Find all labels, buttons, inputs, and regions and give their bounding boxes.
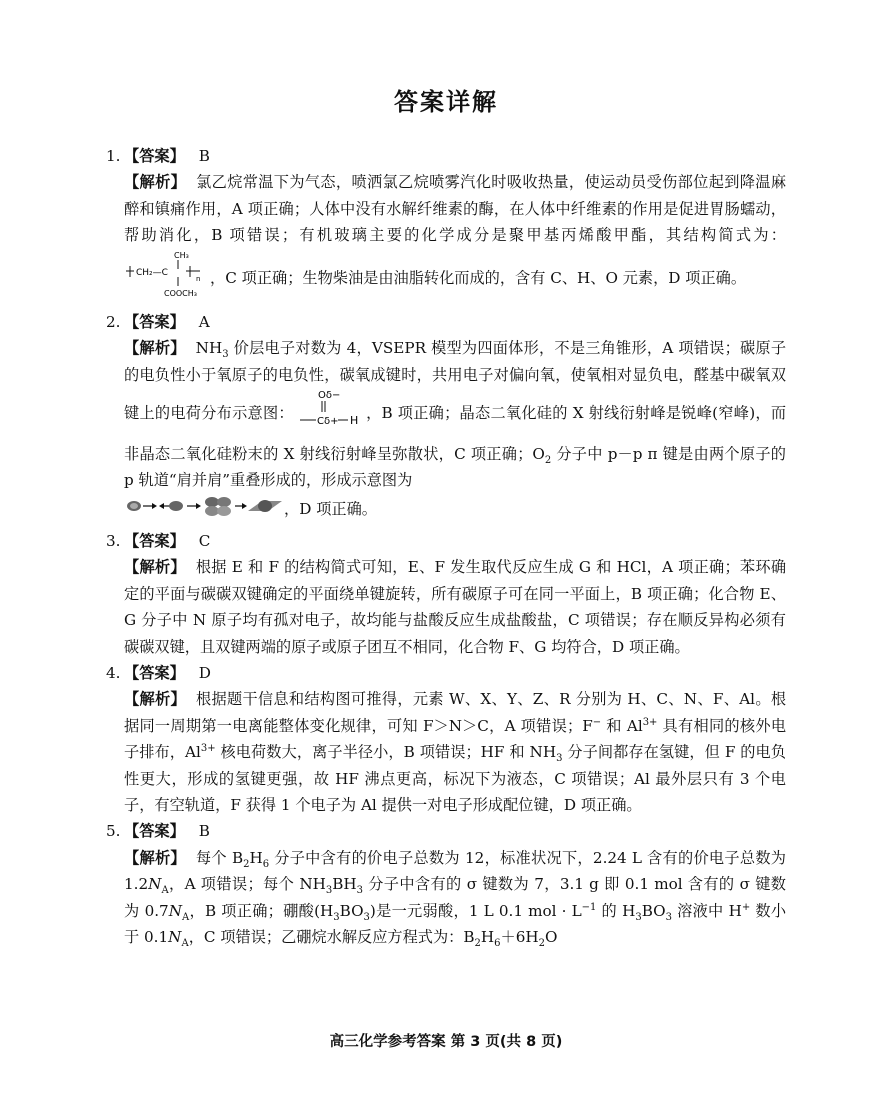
page-title: 答案详解: [394, 88, 498, 116]
formula-n: n: [196, 274, 201, 283]
charge-h: H: [349, 414, 359, 428]
question-4-explanation: [106, 686, 786, 818]
answer-value: B: [198, 147, 210, 165]
explanation-text: NH: [195, 339, 223, 358]
explanation-text: 核电荷数大，离子半径小，B 项错误；HF 和 NH: [215, 743, 557, 762]
analysis-tag: 【解析】: [124, 848, 186, 867]
superscript: +: [741, 901, 751, 913]
aldehyde-charge-svg: [294, 388, 366, 432]
answer-value: D: [198, 663, 211, 682]
question-2: [106, 309, 786, 528]
subscript: 3: [325, 885, 333, 897]
explanation-text: BO: [641, 901, 666, 920]
explanation-text: 分子中含有的价电子总数为 12，标准状况下，2.24 L 含有的价电子总数为 1.2: [124, 848, 786, 894]
explanation-text: 具有相同的核外电子排布，Al: [124, 716, 787, 762]
analysis-tag: 【解析】: [124, 173, 187, 192]
avogadro-symbol: N: [168, 901, 183, 920]
question-number: 5.: [106, 822, 121, 841]
explanation-text: 根据题干信息和结构图可推得，元素 W、X、Y、Z、R 分别为 H、C、N、F、Al。根据同一周期第一电离能整体变化规律，可知 F＞N＞C，A 项错误；F: [124, 690, 787, 735]
formula-main-chain: CH₂—C: [136, 267, 168, 278]
subscript: 3: [665, 911, 672, 923]
explanation-text: 每个 B: [195, 848, 244, 867]
explanation-text: ，B 项正确；硼酸(H: [189, 901, 334, 920]
question-1: [106, 143, 786, 309]
explanation-text: 溶液中 H: [672, 901, 742, 920]
subscript: 3: [333, 911, 340, 923]
subscript: 6: [494, 938, 501, 949]
answer-tag: 【答案】: [124, 313, 185, 332]
explanation-text: BO: [339, 901, 364, 920]
answer-tag: 【答案】: [124, 822, 185, 841]
question-1-answer-line: [106, 143, 786, 169]
question-3: [106, 528, 786, 660]
explanation-text: 数小于 0.1: [124, 901, 787, 946]
question-5-answer-line: [106, 818, 786, 844]
analysis-tag: 【解析】: [124, 339, 186, 358]
answer-tag: 【答案】: [124, 147, 185, 165]
aldehyde-charge-diagram: [294, 388, 366, 440]
formula-ch3: CH₃: [174, 250, 189, 260]
question-number: 1.: [106, 147, 121, 165]
subscript: 3: [222, 349, 229, 361]
superscript: 3+: [642, 716, 658, 728]
page-footer: 高三化学参考答案 第 3 页(共 8 页): [329, 1034, 563, 1050]
pmma-structure-svg: [124, 249, 210, 301]
subscript: A: [161, 885, 169, 897]
avogadro-symbol: N: [168, 927, 182, 946]
explanation-text: 分子中含有的 σ 键数为 7，3.1 g 即 0.1 mol 含有的 σ 键数为 0.7: [124, 875, 786, 920]
explanation-text: ，C 项正确；生物柴油是由油脂转化而成的，含有 C、H、O 元素，D 项正确。: [210, 268, 747, 287]
pmma-structure-formula: [124, 249, 210, 309]
charge-c: Cδ+: [316, 416, 339, 428]
question-3-answer-line: [106, 528, 786, 554]
explanation-text: 根据 E 和 F 的结构简式可知，E、F 发生取代反应生成 G 和 HCl，A 项正确；苯环确定的平面与碳碳双键确定的平面绕单键旋转，所有碳原子可在同一平面上，B 项正确；化合物 E、G 分子中 N 原子均有孤对电子，故均能与盐酸反应生成盐酸盐，C 项错误；存在顺反异构必须有碳碳双键，且双键两端的原子或原子团互不相同，化合物 F、G 均符合，D 项正确。: [124, 558, 787, 656]
explanation-text: O: [544, 927, 558, 946]
question-number: 2.: [106, 313, 121, 332]
analysis-tag: 【解析】: [124, 690, 186, 709]
answer-tag: 【答案】: [124, 531, 185, 550]
subscript: A: [182, 911, 190, 923]
superscript: −1: [581, 901, 597, 913]
question-number: 4.: [106, 663, 121, 682]
answer-tag: 【答案】: [124, 663, 185, 682]
explanation-text: )是一元弱酸，1 L 0.1 mol · L: [369, 901, 582, 920]
analysis-tag: 【解析】: [124, 558, 186, 577]
question-number: 3.: [106, 531, 121, 550]
orbital-overlap-svg: [124, 493, 284, 519]
explanation-text: ＋6H: [500, 927, 539, 946]
explanation-text: 氯乙烷常温下为气态，喷洒氯乙烷喷雾汽化时吸收热量，使运动员受伤部位起到降温麻醉和镇痛作用，A 项正确；人体中没有水解纤维素的酶，在人体中纤维素的作用是促进胃肠蠕动，帮助消化，B 项错误；有机玻璃主要的化学成分是聚甲基丙烯酸甲酯，其结构简式为：: [124, 173, 787, 245]
charge-o: Oδ−: [317, 390, 341, 402]
explanation-text: ，A 项错误；每个 NH: [168, 875, 326, 894]
answer-value: C: [198, 531, 211, 550]
question-2-explanation: [106, 335, 786, 527]
explanation-text: ，B 项正确；晶态二氧化硅的 X 射线衍射峰是锐峰(窄峰)，而非晶态二氧化硅粉末的 X 射线衍射峰呈弥散状，C 项正确；O: [124, 404, 787, 463]
subscript: 3: [635, 911, 642, 923]
explanation-text: H: [480, 927, 495, 946]
subscript: 3: [556, 753, 563, 765]
explanation-text: ，D 项正确。: [284, 500, 377, 519]
answer-value: A: [198, 313, 210, 332]
question-5: [106, 818, 786, 950]
answers-body: [106, 143, 786, 950]
subscript: 2: [243, 858, 250, 870]
question-2-answer-line: [106, 309, 786, 335]
explanation-text: BH: [332, 875, 357, 894]
explanation-text: ，C 项错误；乙硼烷水解反应方程式为：B: [188, 927, 475, 946]
subscript: 2: [544, 454, 552, 466]
answer-value: B: [198, 822, 210, 841]
subscript: 3: [363, 911, 370, 923]
explanation-text: 的 H: [596, 901, 636, 920]
p-orbital-overlap-diagram: [124, 493, 284, 527]
subscript: 2: [538, 938, 545, 949]
question-1-explanation: [106, 169, 786, 309]
subscript: 3: [356, 885, 364, 897]
explanation-text: 分子间都存在氢键，但 F 的电负性更大，形成的氢键更强，故 HF 沸点更高，标况下为液态，C 项错误；Al 最外层只有 3 个电子，有空轨道，F 获得 1 个电子为 Al 提供一对电子形成配位键，D 项正确。: [124, 743, 786, 814]
explanation-text: H: [249, 848, 263, 867]
subscript: 6: [262, 858, 270, 870]
subscript: A: [181, 938, 189, 949]
superscript: −: [592, 716, 602, 728]
superscript: 3+: [200, 743, 216, 755]
explanation-text: 和 Al: [601, 716, 643, 735]
formula-cooch3: COOCH₃: [164, 288, 197, 298]
question-4: [106, 660, 786, 818]
question-5-explanation: [106, 845, 786, 951]
avogadro-symbol: N: [148, 875, 162, 894]
question-4-answer-line: [106, 660, 786, 686]
explanation-text: 分子中 p－p π 键是由两个原子的 p 轨道“肩并肩”重叠形成的，形成示意图为: [124, 444, 786, 490]
subscript: 2: [474, 938, 481, 949]
question-3-explanation: [106, 554, 786, 660]
explanation-text: 价层电子对数为 4，VSEPR 模型为四面体形，不是三角锥形，A 项错误；碳原子的电负性小于氧原子的电负性，碳氧成键时，共用电子对偏向氧，使氧相对显负电，醛基中碳氧双键上的电荷分布示意图：: [124, 339, 787, 423]
